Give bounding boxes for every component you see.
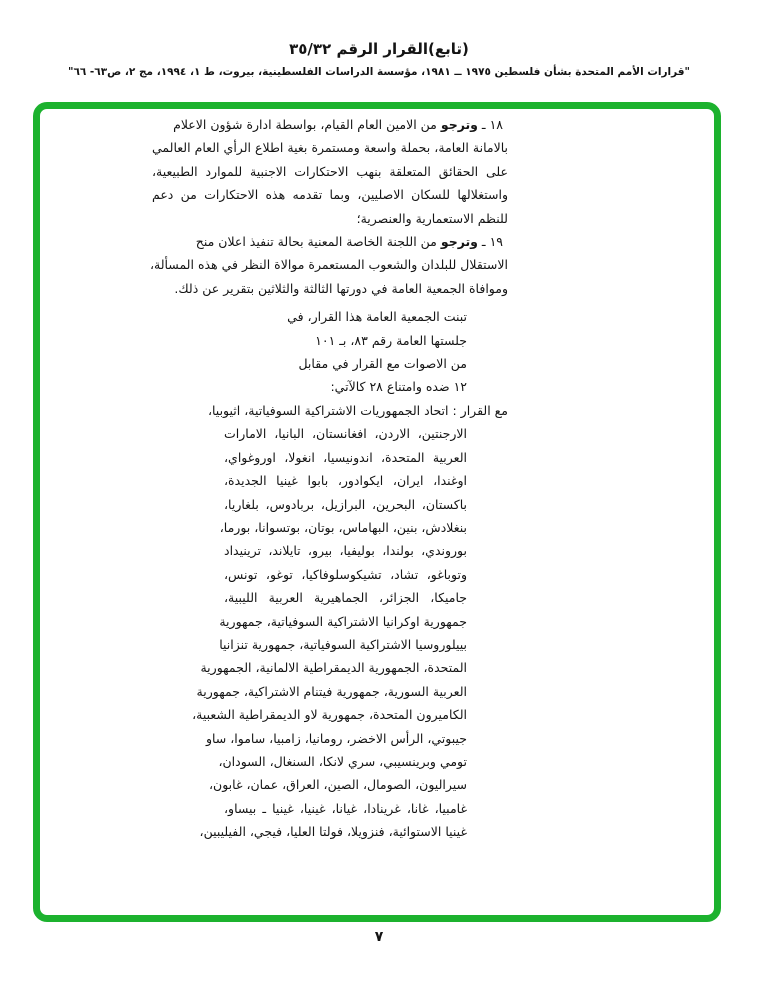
source-citation: "قرارات الأمم المتحدة بشأن فلسطين ١٩٧٥ ــ ١٩٨١، مؤسسة الدراسات الفلسطينية، بيروت، ط ١، ١٩٩٤، مج ٢، ص٦٣- ٦٦" — [67, 66, 691, 78]
text-line: بوروندي، بولندا، بوليفيا، بيرو، تايلاند، ترينيداد — [224, 543, 467, 559]
text-line: جاميكا، الجزائر، الجماهيرية العربية الليبية، — [224, 590, 467, 606]
text-line: سيراليون، الصومال، الصين، العراق، عمان، غابون، — [209, 777, 467, 793]
text-line: وتوباغو، تشاد، تشيكوسلوفاكيا، توغو، تونس، — [224, 566, 467, 582]
text-line: ١٢ ضده وامتناع ٢٨ كالآتي: — [330, 379, 467, 395]
text-line: غامبيا، غانا، غرينادا، غيانا، غينيا، غينيا ـ بيساو، — [224, 800, 467, 816]
paragraph-number: ١٨ ـ — [477, 117, 503, 132]
adoption-note — [152, 305, 508, 399]
text-line: بييلوروسيا الاشتراكية السوفياتية، جمهورية تنزانيا — [219, 636, 467, 652]
text-line: جمهورية اوكرانيا الاشتراكية السوفياتية، جمهورية — [219, 613, 467, 629]
text-line: المتحدة، الجمهورية الديمقراطية الالمانية، الجمهورية — [200, 660, 467, 676]
text-line: باكستان، البحرين، البرازيل، بربادوس، بلغاريا، — [224, 496, 467, 512]
text-line — [152, 113, 508, 136]
vote-separator: : — [448, 402, 461, 418]
text-line: بنغلادش، بنين، البهاماس، بوتان، بوتسوانا، بورما، — [219, 519, 467, 535]
text-line: من اللجنة الخاصة المعنية بحالة تنفيذ اعلان منح — [195, 234, 441, 250]
paragraph-18 — [152, 113, 508, 230]
text-line: من الاصوات مع القرار في مقابل — [298, 356, 467, 372]
document-body — [149, 113, 508, 844]
text-line: الارجنتين، الاردن، افغانستان، البانيا، الامارات — [224, 426, 467, 442]
text-line: العربية السورية، جمهورية فيتنام الاشتراكية، جمهورية — [196, 683, 467, 699]
text-line — [207, 399, 508, 422]
text-line: للنظم الاستعمارية والعنصرية؛ — [356, 210, 508, 226]
text-line: اوغندا، ايران، ايكوادور، بابوا غينيا الجديدة، — [224, 473, 467, 489]
text-line: غينيا الاستوائية، فنزويلا، فولتا العليا، فيجي، الفيليبين، — [199, 824, 467, 840]
text-line: الكاميرون المتحدة، جمهورية لاو الديمقراطية الشعبية، — [192, 707, 467, 723]
page-number: ٧ — [374, 929, 384, 945]
text-line: واستغلالها للسكان الاصليين، وبما تقدمه هذه الاحتكارات من دعم — [152, 187, 508, 203]
paragraph-19 — [149, 230, 508, 300]
text-line: العربية المتحدة، اندونيسيا، انغولا، اوروغواي، — [224, 449, 467, 465]
text-line: على الحقائق المتعلقة بنهب الاحتكارات الاجنبية للموارد الطبيعية، — [152, 163, 508, 179]
text-line: جلستها العامة رقم ٨٣، بـ ١٠١ — [315, 332, 467, 348]
keyword-bold: وترجو — [440, 234, 478, 250]
paragraph-number: ١٩ ـ — [477, 234, 503, 250]
text-line — [152, 230, 508, 253]
keyword-bold: وترجو — [440, 117, 478, 132]
text-line: اتحاد الجمهوريات الاشتراكية السوفياتية، اثيوبيا، — [207, 402, 449, 418]
vote-label: مع القرار — [460, 402, 508, 418]
text-line: تومي وبرينسيبي، سري لانكا، السنغال، السودان، — [218, 753, 467, 769]
text-line: بالامانة العامة، بحملة واسعة ومستمرة بغية اطلاع الرأي العام العالمي — [152, 140, 508, 156]
text-line: الاستقلال للبلدان والشعوب المستعمرة موالاة النظر في هذه المسألة، — [149, 257, 508, 273]
text-line: تبنت الجمعية العامة هذا القرار، في — [287, 309, 467, 325]
text-line: وموافاة الجمعية العامة في دورتها الثالثة والثلاثين بتقرير عن ذلك. — [174, 280, 508, 296]
resolution-title: (تابع)القرار الرقم ٣٥/٣٢ — [289, 40, 469, 58]
text-line: من الامين العام القيام، بواسطة ادارة شؤون الاعلام — [173, 117, 441, 132]
text-line: جيبوتي، الرأس الاخضر، رومانيا، زامبيا، ساموا، ساو — [205, 730, 467, 746]
vote-record-for — [152, 399, 508, 844]
